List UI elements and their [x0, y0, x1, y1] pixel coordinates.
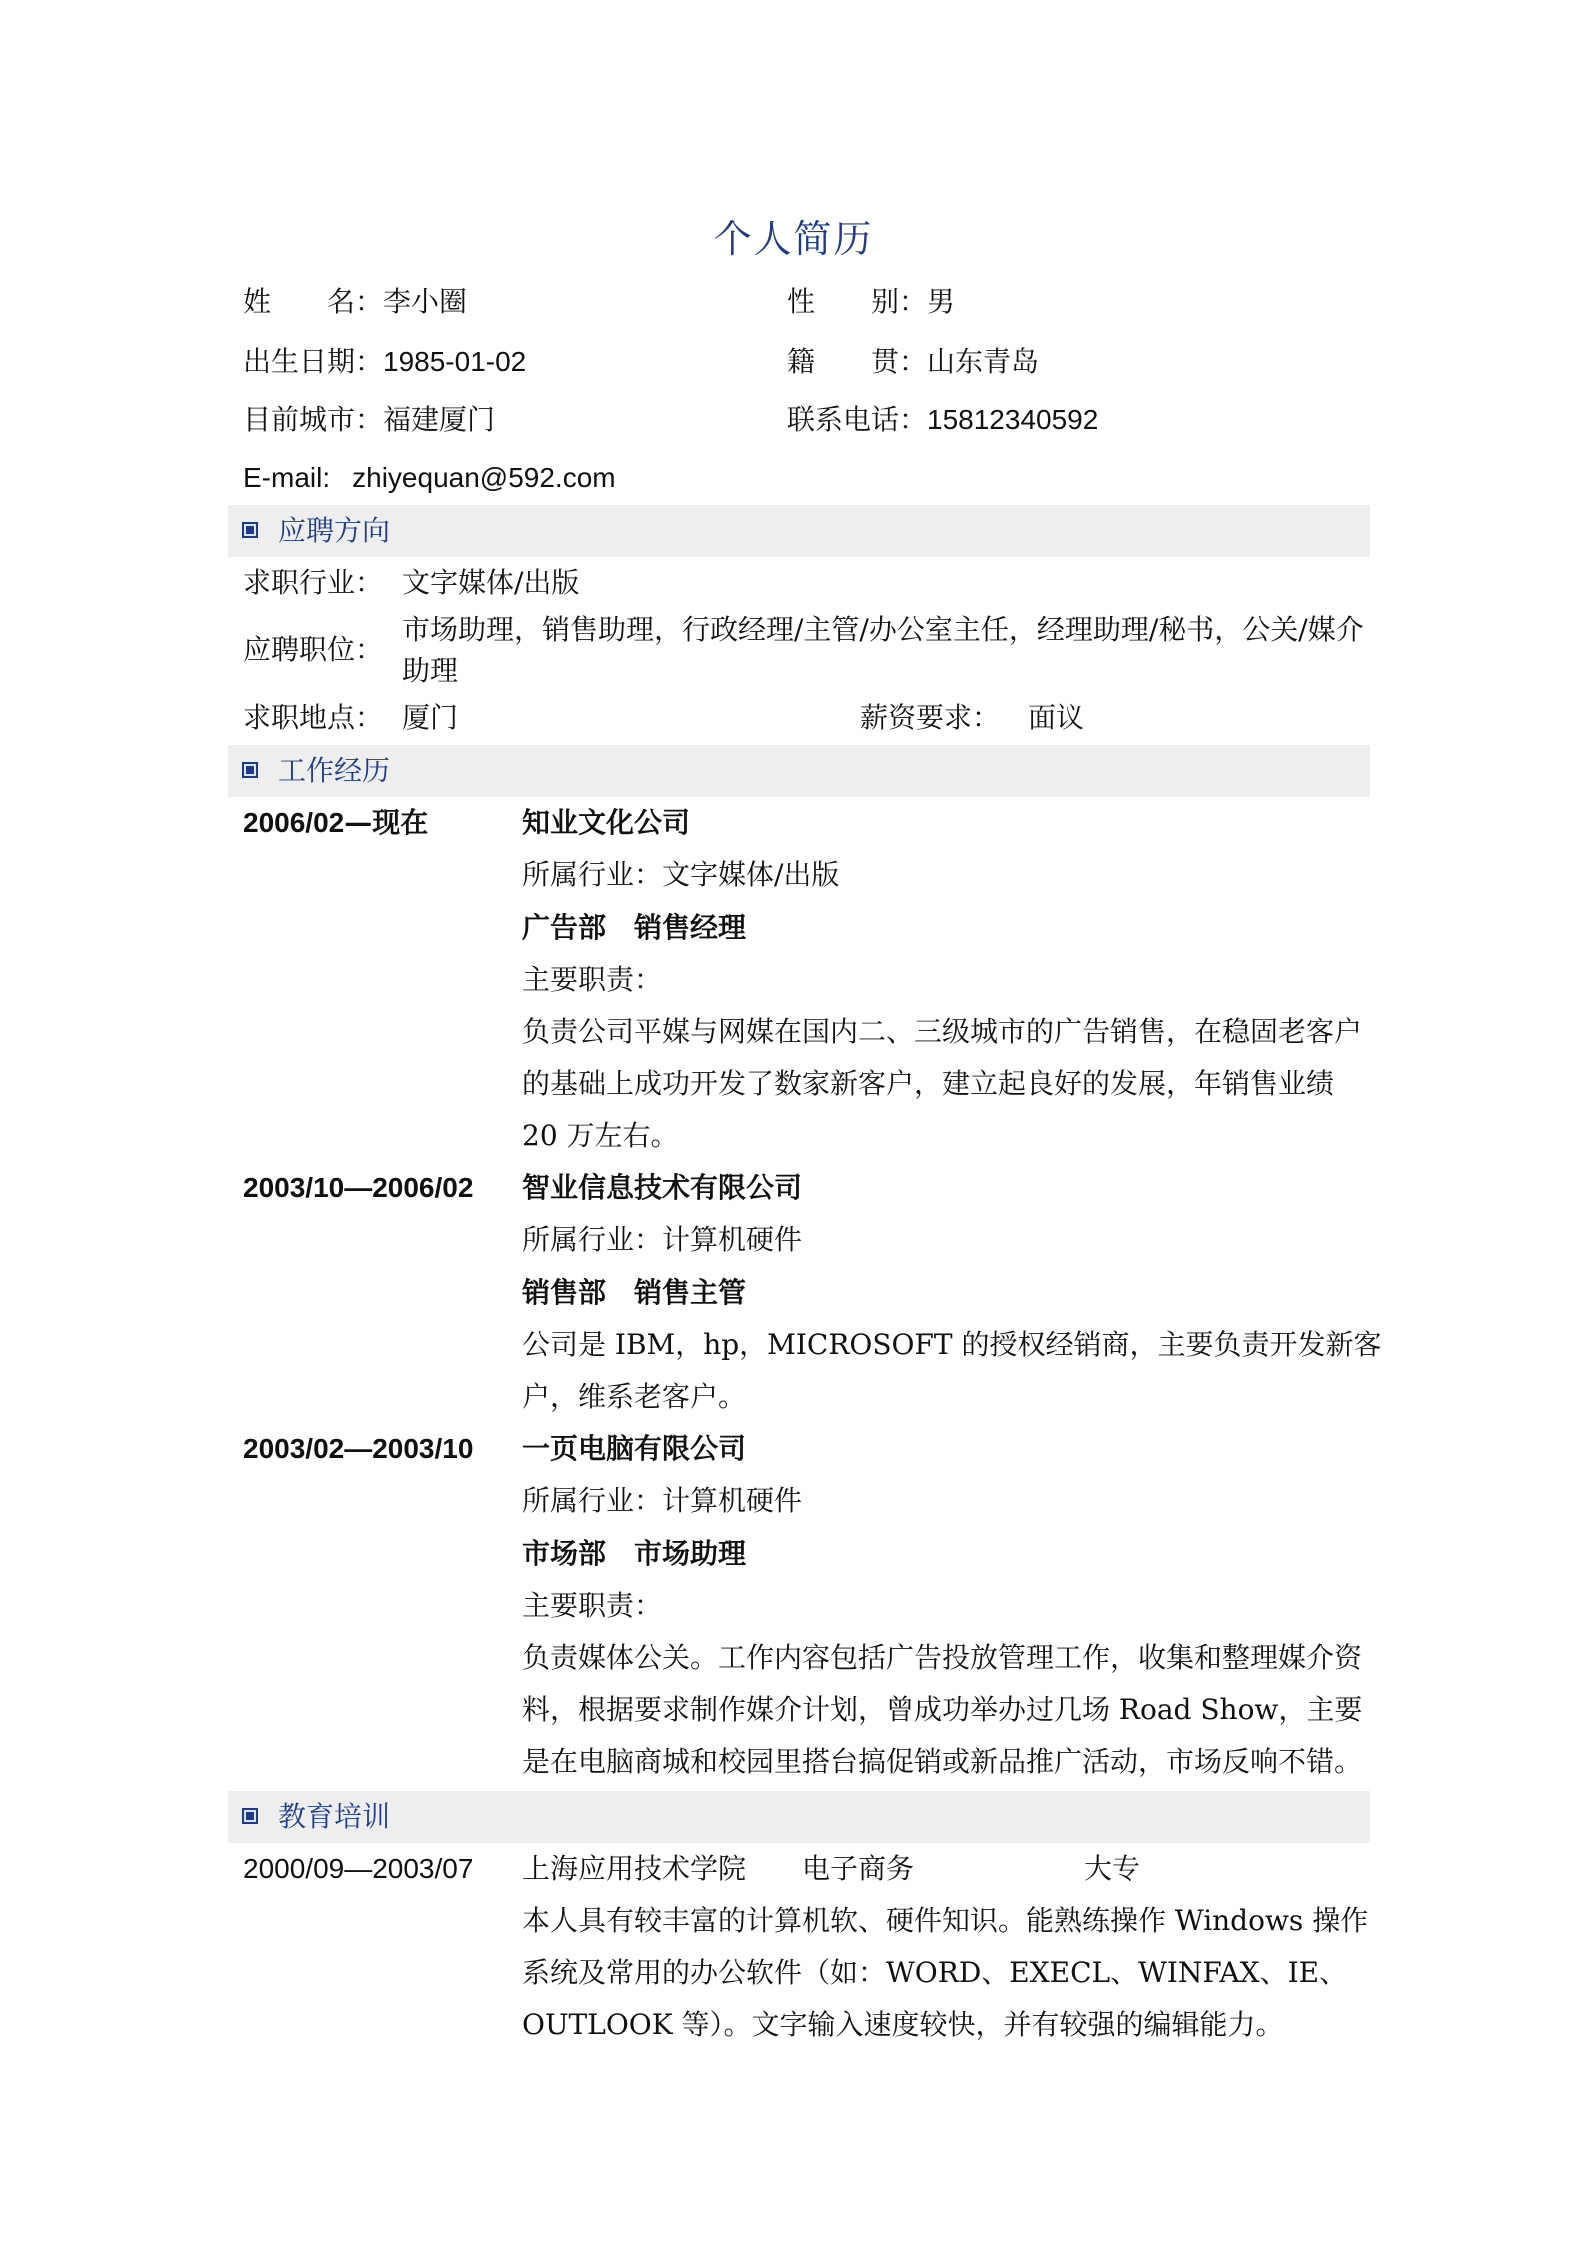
phone-value: 15812340592	[927, 404, 1099, 435]
job-industry: 所属行业：文字媒体/出版	[522, 858, 840, 891]
job-period-end: 现在	[372, 806, 429, 839]
intent-salary-value: 面议	[1028, 701, 1085, 734]
section-bullet-icon	[242, 522, 258, 538]
native-value: 山东青岛	[927, 345, 1040, 378]
city-value: 福建厦门	[383, 403, 496, 436]
intent-location-label: 求职地点：	[243, 701, 384, 734]
edu-desc-line: 本人具有较丰富的计算机软、硬件知识。能熟练操作 Windows 操作	[522, 1904, 1369, 1937]
name-row	[243, 284, 467, 320]
job-desc-line: 20 万左右。	[522, 1119, 679, 1152]
job-period-start: 2003/02	[243, 1433, 345, 1464]
job-desc-line: 公司是 IBM，hp，MICROSOFT 的授权经销商，主要负责开发新客	[522, 1328, 1382, 1361]
job-period	[243, 1170, 473, 1206]
job-period	[243, 1431, 473, 1467]
job-period-end: 2006/02	[372, 1172, 474, 1203]
job-company: 知业文化公司	[522, 806, 691, 839]
section-title-work: 工作经历	[278, 754, 391, 787]
job-dept-role: 销售部 销售主管	[522, 1276, 747, 1309]
page-title: 个人简历	[713, 217, 874, 261]
job-company: 一页电脑有限公司	[522, 1432, 747, 1465]
name-value: 李小圈	[383, 285, 468, 318]
phone-label: 联系电话：	[787, 403, 928, 436]
job-duties-label: 主要职责：	[522, 1589, 663, 1622]
job-company: 智业信息技术有限公司	[522, 1171, 803, 1204]
job-period-start: 2006/02	[243, 807, 345, 838]
email-label: E-mail:	[243, 462, 331, 493]
job-desc-line: 的基础上成功开发了数家新客户，建立起良好的发展，年销售业绩	[522, 1067, 1335, 1100]
native-row	[787, 344, 1039, 380]
section-title-intent: 应聘方向	[278, 514, 391, 547]
job-desc-line: 料，根据要求制作媒介计划，曾成功举办过几场 Road Show，主要	[522, 1693, 1363, 1726]
section-bullet-icon	[242, 762, 258, 778]
job-dept-role: 市场部 市场助理	[522, 1537, 747, 1570]
job-industry: 所属行业：计算机硬件	[522, 1484, 803, 1517]
job-dept-role: 广告部 销售经理	[522, 911, 747, 944]
job-desc-line: 是在电脑商城和校园里搭台搞促销或新品推广活动，市场反响不错。	[522, 1745, 1363, 1778]
job-desc-line: 户，维系老客户。	[522, 1380, 747, 1413]
edu-desc-line: OUTLOOK 等）。文字输入速度较快，并有较强的编辑能力。	[522, 2008, 1284, 2041]
section-bullet-icon	[242, 1808, 258, 1824]
intent-industry-label: 求职行业：	[243, 566, 384, 599]
section-title-education: 教育培训	[278, 1800, 391, 1833]
birth-row	[243, 344, 526, 380]
edu-desc-line: 系统及常用的办公软件（如：WORD、EXECL、WINFAX、IE、	[522, 1956, 1348, 1989]
job-desc-line: 负责公司平媒与网媒在国内二、三级城市的广告销售，在稳固老客户	[522, 1015, 1363, 1048]
intent-location-value: 厦门	[402, 701, 459, 734]
native-label: 籍 贯：	[787, 345, 928, 378]
intent-salary-label: 薪资要求：	[860, 701, 1001, 734]
city-label: 目前城市：	[243, 403, 384, 436]
section-intent	[228, 505, 1370, 557]
job-industry: 所属行业：计算机硬件	[522, 1223, 803, 1256]
gender-row	[787, 284, 955, 320]
section-work	[228, 745, 1370, 797]
job-desc-line: 负责媒体公关。工作内容包括广告投放管理工作，收集和整理媒介资	[522, 1641, 1363, 1674]
phone-row	[787, 402, 1098, 438]
period-dash: —	[344, 1172, 373, 1203]
gender-label: 性 别：	[787, 285, 928, 318]
intent-position-label: 应聘职位：	[243, 633, 384, 666]
period-dash: —	[344, 806, 373, 839]
edu-period: 2000/09—2003/07	[243, 1853, 474, 1884]
job-period-end: 2003/10	[372, 1433, 474, 1464]
job-period	[243, 805, 428, 841]
city-row	[243, 402, 495, 438]
intent-position-line2: 助理	[402, 654, 459, 687]
gender-value: 男	[927, 285, 956, 318]
edu-degree: 大专	[1084, 1852, 1141, 1885]
job-duties-label: 主要职责：	[522, 963, 663, 996]
edu-major: 电子商务	[802, 1852, 915, 1885]
section-education	[228, 1791, 1370, 1843]
birth-label: 出生日期：	[243, 345, 384, 378]
intent-industry-value: 文字媒体/出版	[402, 566, 580, 599]
intent-position-line1: 市场助理，销售助理，行政经理/主管/办公室主任，经理助理/秘书，公关/媒介	[402, 613, 1364, 646]
period-dash: —	[344, 1433, 373, 1464]
name-label: 姓 名：	[243, 285, 384, 318]
email-row	[243, 460, 616, 496]
email-value[interactable]: zhiyequan@592.com	[352, 462, 616, 493]
edu-school: 上海应用技术学院	[522, 1852, 747, 1885]
job-period-start: 2003/10	[243, 1172, 345, 1203]
birth-value: 1985-01-02	[383, 346, 527, 377]
